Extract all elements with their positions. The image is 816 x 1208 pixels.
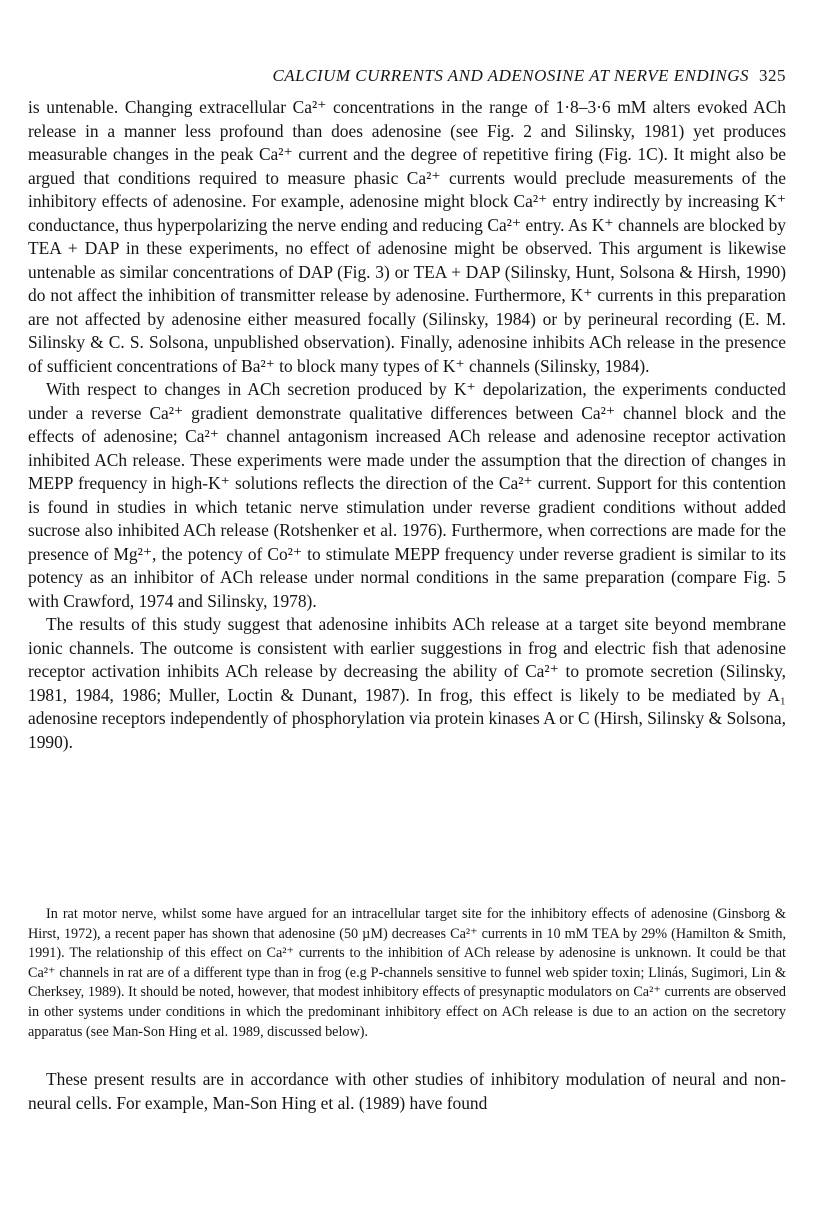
paragraph-3: The results of this study suggest that adenosine inhibits ACh release at a target site beyond membrane ionic channels. The outcome is consistent with earlier suggestions in frog and electric fish that adenosine receptor activation inhibits ACh release by decreasing the ability of Ca²⁺ to promote secretion (Silinsky, 1981, 1984, 1986; Muller, Loctin & Dunant, 1987). In frog, this effect is likely to be mediated by A₁ adenosine receptors independently of phosphorylation via protein kinases A or C (Hirsh, Silinsky & Solsona, 1990).	[28, 614, 786, 752]
paragraph-1: is untenable. Changing extracellular Ca²⁺ concentrations in the range of 1·8–3·6 mM alters evoked ACh release in a manner less profound than does adenosine (see Fig. 2 and Silinsky, 1981) yet produces measurable changes in the peak Ca²⁺ current and the degree of repetitive firing (Fig. 1C). It might also be argued that conditions required to measure phasic Ca²⁺ currents would preclude measurements of the inhibitory effects of adenosine. For example, adenosine might block Ca²⁺ entry indirectly by increasing K⁺ conductance, thus hyperpolarizing the nerve ending and reducing Ca²⁺ entry. As K⁺ channels are blocked by TEA + DAP in these experiments, no effect of adenosine might be observed. This argument is likewise untenable as similar concentrations of DAP (Fig. 3) or TEA + DAP (Silinsky, Hunt, Solsona & Hirsh, 1990) do not affect the inhibition of transmitter release by adenosine. Furthermore, K⁺ currents in this preparation are not affected by adenosine either measured focally (Silinsky, 1984) or by perineural recording (E. M. Silinsky & C. S. Solsona, unpublished observation). Finally, adenosine inhibits ACh release in the presence of sufficient concentrations of Ba²⁺ to block many types of K⁺ channels (Silinsky, 1984).	[28, 97, 786, 376]
paragraph-2: With respect to changes in ACh secretion produced by K⁺ depolarization, the experiments conducted under a reverse Ca²⁺ gradient demonstrate qualitative differences between Ca²⁺ channel block and the effects of adenosine; Ca²⁺ channel antagonism increased ACh release and adenosine receptor activation inhibited ACh release. These experiments were made under the assumption that the direction of changes in MEPP frequency in high-K⁺ solutions reflects the direction of the Ca²⁺ current. Support for this contention is found in studies in which tetanic nerve stimulation under reverse gradient conditions without added sucrose also inhibited ACh release (Rotshenker et al. 1976). Furthermore, when corrections are made for the presence of Mg²⁺, the potency of Co²⁺ to stimulate MEPP frequency under reverse gradient is similar to its potency as an inhibitor of ACh release under normal conditions in the same preparation (compare Fig. 5 with Crawford, 1974 and Silinsky, 1978).	[28, 379, 786, 611]
final-paragraph: These present results are in accordance with other studies of inhibitory modulation of neural and non-neural cells. For example, Man-Son Hing et al. (1989) have found	[28, 1069, 786, 1113]
running-header	[58, 66, 786, 86]
continuing-text	[28, 1068, 786, 1115]
small-print-note	[28, 905, 786, 1042]
page-number: 325	[759, 66, 786, 85]
running-title: CALCIUM CURRENTS AND ADENOSINE AT NERVE ENDINGS	[272, 66, 749, 85]
small-paragraph: In rat motor nerve, whilst some have argued for an intracellular target site for the inhibitory effects of adenosine (Ginsborg & Hirst, 1972), a recent paper has shown that adenosine (50 µM) decreases Ca²⁺ currents in 10 mM TEA by 29% (Hamilton & Smith, 1991). The relationship of this effect on Ca²⁺ currents to the inhibition of ACh release by adenosine is unknown. It could be that Ca²⁺ channels in rat are of a different type than in frog (e.g P-channels sensitive to funnel web spider toxin; Llinás, Sugimori, Lin & Cherksey, 1989). It should be noted, however, that modest inhibitory effects of presynaptic modulators on Ca²⁺ currents are observed in other systems under conditions in which the predominant inhibitory effect on ACh release is due to an action on the secretory apparatus (see Man-Son Hing et al. 1989, discussed below).	[28, 906, 786, 1040]
main-text	[28, 96, 786, 754]
